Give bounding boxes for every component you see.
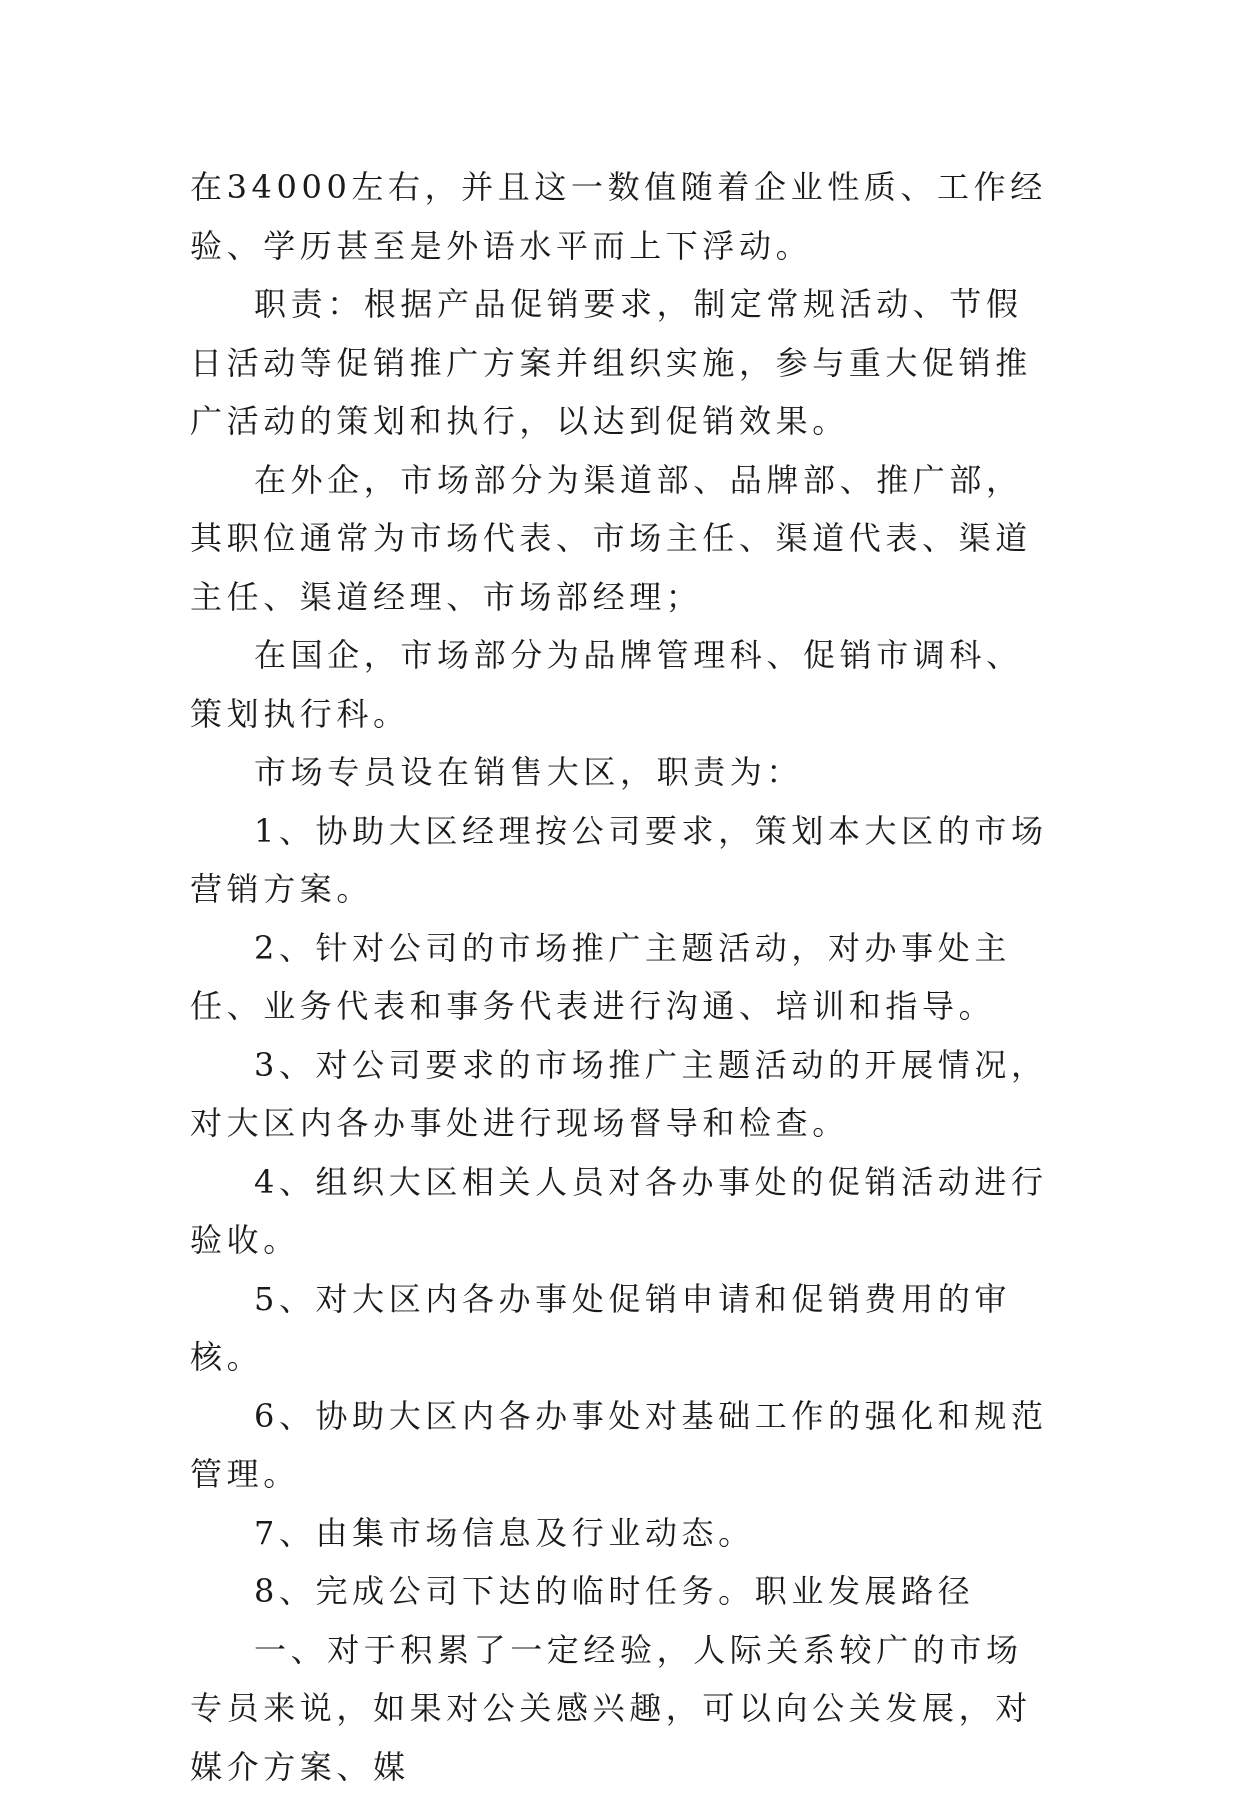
- paragraph-salary: 在34000左右，并且这一数值随着企业性质、工作经验、学历甚至是外语水平而上下浮动。: [190, 158, 1050, 275]
- list-item-4: 4、组织大区相关人员对各办事处的促销活动进行验收。: [190, 1153, 1050, 1270]
- list-item-8: 8、完成公司下达的临时任务。职业发展路径: [190, 1562, 1050, 1621]
- paragraph-duties: 职责：根据产品促销要求，制定常规活动、节假日活动等促销推广方案并组织实施，参与重大促销推广活动的策划和执行，以达到促销效果。: [190, 275, 1050, 451]
- list-item-3: 3、对公司要求的市场推广主题活动的开展情况，对大区内各办事处进行现场督导和检查。: [190, 1036, 1050, 1153]
- list-item-5: 5、对大区内各办事处促销申请和促销费用的审核。: [190, 1270, 1050, 1387]
- document-body: [190, 158, 1050, 1796]
- paragraph-specialist-intro: 市场专员设在销售大区，职责为：: [190, 743, 1050, 802]
- list-item-6: 6、协助大区内各办事处对基础工作的强化和规范管理。: [190, 1387, 1050, 1504]
- list-item-1: 1、协助大区经理按公司要求，策划本大区的市场营销方案。: [190, 802, 1050, 919]
- paragraph-state-company: 在国企，市场部分为品牌管理科、促销市调科、策划执行科。: [190, 626, 1050, 743]
- list-item-2: 2、针对公司的市场推广主题活动，对办事处主任、业务代表和事务代表进行沟通、培训和指导。: [190, 919, 1050, 1036]
- paragraph-foreign-company: 在外企，市场部分为渠道部、品牌部、推广部，其职位通常为市场代表、市场主任、渠道代表、渠道主任、渠道经理、市场部经理；: [190, 451, 1050, 627]
- paragraph-career-path: 一、对于积累了一定经验，人际关系较广的市场专员来说，如果对公关感兴趣，可以向公关发展，对媒介方案、媒: [190, 1621, 1050, 1796]
- list-item-7: 7、由集市场信息及行业动态。: [190, 1504, 1050, 1563]
